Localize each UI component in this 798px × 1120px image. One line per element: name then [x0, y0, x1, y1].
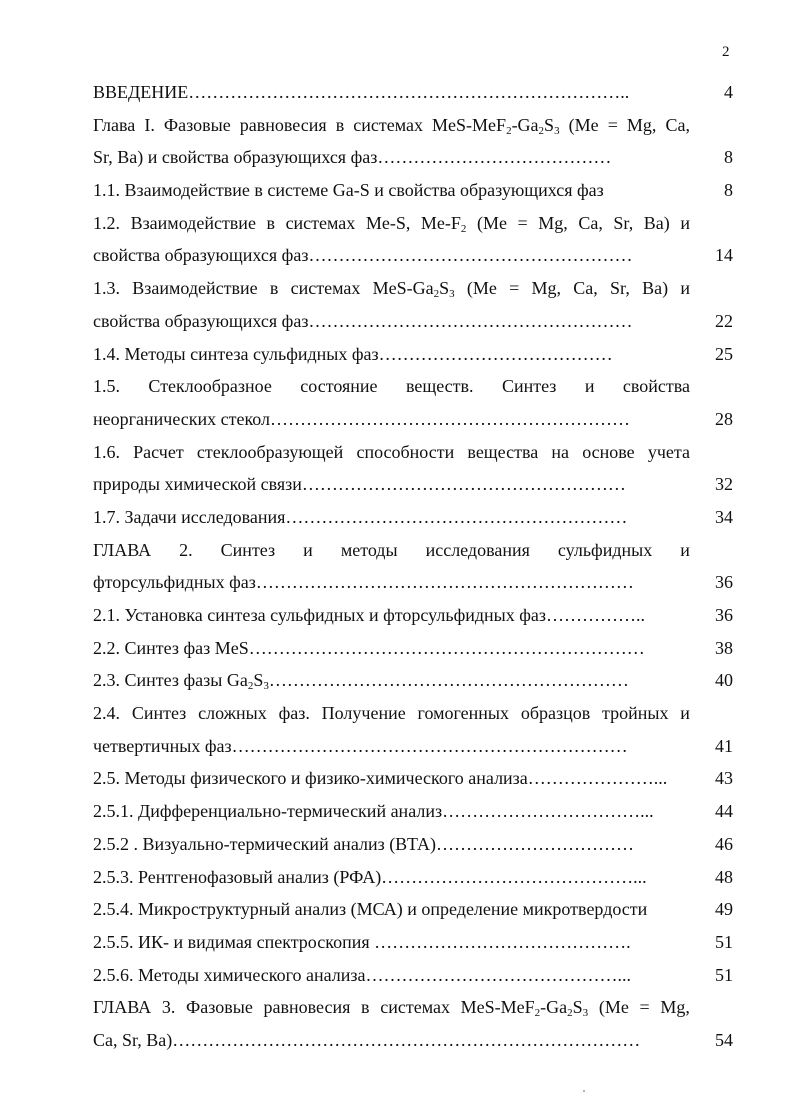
toc-entry-introduction[interactable]: [93, 76, 733, 109]
toc-entry-title-line-2: фторсульфидных фаз………………………………………………………: [93, 572, 634, 593]
toc-entry-title-line-2: свойства образующихся фаз………………………………………………: [93, 310, 633, 331]
toc-entry-title: 2.5.2 . Визуально-термический анализ (ВТА)……………………………: [93, 833, 635, 854]
toc-entry-page: 43: [715, 768, 733, 789]
toc-entry-1-2-cont[interactable]: [93, 239, 733, 272]
toc-entry-1-4[interactable]: [93, 338, 733, 371]
toc-entry-chapter-3-cont[interactable]: [93, 1024, 733, 1057]
toc-entry-chapter-2[interactable]: [93, 534, 733, 567]
toc-entry-1-3[interactable]: [93, 272, 733, 305]
toc-entry-title: 2.5.1. Дифференциально-термический анализ……………………………...: [93, 801, 654, 822]
toc-entry-title: 1.7. Задачи исследования…………………………………………………: [93, 506, 628, 527]
toc-entry-2-4[interactable]: [93, 697, 733, 730]
toc-entry-page: 22: [715, 310, 733, 331]
toc-entry-2-5-5[interactable]: [93, 926, 733, 959]
toc-entry-title-line-2: Ca, Sr, Ba)……………………………………………………………………: [93, 1029, 641, 1050]
toc-entry-chapter-1[interactable]: [93, 109, 733, 142]
toc-entry-title-line-1: 1.5. Стеклообразное состояние веществ. Синтез и свойства: [93, 376, 690, 397]
toc-entry-2-5[interactable]: [93, 762, 733, 795]
toc-entry-page: 25: [715, 343, 733, 364]
toc-entry-title: 2.1. Установка синтеза сульфидных и фторсульфидных фаз……………..: [93, 605, 646, 625]
toc-entry-title-line-2: неорганических стекол……………………………………………………: [93, 408, 631, 429]
toc-entry-title-line-2: четвертичных фаз…………………………………………………………: [93, 735, 628, 756]
toc-entry-2-1[interactable]: [93, 599, 733, 632]
toc-entry-title-line-1: 1.6. Расчет стеклообразующей способности вещества на основе учета: [93, 441, 690, 462]
toc-entry-chapter-3[interactable]: [93, 991, 733, 1024]
toc-entry-title-line-2: свойства образующихся фаз………………………………………………: [93, 245, 633, 266]
toc-entry-page: 51: [715, 964, 733, 985]
toc-entry-page: 36: [715, 572, 733, 593]
toc-entry-page: 14: [715, 245, 733, 266]
toc-entry-chapter-2-cont[interactable]: [93, 566, 733, 599]
toc-entry-title: 1.4. Методы синтеза сульфидных фаз…………………………………: [93, 343, 613, 364]
toc-entry-title: 2.5.3. Рентгенофазовый анализ (РФА)……………………………………...: [93, 866, 647, 887]
toc-entry-page: 36: [715, 605, 733, 625]
toc-entry-page: 48: [715, 866, 733, 887]
toc-entry-1-5-cont[interactable]: [93, 403, 733, 436]
toc-entry-chapter-1-cont[interactable]: [93, 141, 733, 174]
toc-entry-title-line-1: 1.2. Взаимодействие в системах Me-S, $Me-F_2$ (Me = Mg, Ca, Sr, Ba) и: [93, 212, 690, 235]
toc-entry-title-line-1: Глава I. Фазовые равновесия в системах MeS-$MeF_2-Ga_2S_3$ (Me = Mg, Ca,: [93, 114, 690, 137]
toc-entry-2-3[interactable]: [93, 664, 733, 697]
toc-entry-1-3-cont[interactable]: [93, 305, 733, 338]
toc-entry-title: 2.5.4. Микроструктурный анализ (МСА) и определение микротвердости: [93, 899, 648, 920]
toc-entry-2-2[interactable]: [93, 632, 733, 665]
toc-entry-1-2[interactable]: [93, 207, 733, 240]
page-number: 2: [722, 44, 730, 60]
toc-entry-page: 4: [724, 82, 733, 102]
scan-speck: [583, 1090, 585, 1092]
toc-entry-title: ВВЕДЕНИЕ………………………………………………………………..: [93, 82, 630, 102]
toc-entry-title-line-1: ГЛАВА 3. Фазовые равновесия в системах MeS-$MeF_2-Ga_2S_3$ (Me = Mg,: [93, 997, 690, 1020]
toc-entry-2-5-2[interactable]: [93, 828, 733, 861]
toc-entry-page: 8: [724, 180, 733, 201]
toc-entry-title: 2.2. Синтез фаз MeS…………………………………………………………: [93, 637, 645, 658]
toc-entry-2-4-cont[interactable]: [93, 730, 733, 763]
toc-entry-page: 28: [715, 408, 733, 429]
toc-entry-title-line-2: природы химической связи………………………………………………: [93, 474, 626, 495]
toc-entry-1-6-cont[interactable]: [93, 468, 733, 501]
toc-entry-page: 32: [715, 474, 733, 495]
toc-entry-2-5-1[interactable]: [93, 795, 733, 828]
toc-entry-page: 40: [715, 670, 733, 691]
table-of-contents: [93, 76, 733, 1057]
toc-entry-page: 34: [715, 506, 733, 527]
toc-entry-page: 46: [715, 833, 733, 854]
toc-entry-title-line-2: Sr, Ba) и свойства образующихся фаз…………………………………: [93, 147, 612, 168]
toc-entry-page: 8: [724, 147, 733, 168]
toc-entry-2-5-3[interactable]: [93, 861, 733, 894]
toc-entry-page: 51: [715, 931, 733, 952]
toc-entry-2-5-6[interactable]: [93, 959, 733, 992]
toc-entry-title-line-1: ГЛАВА 2. Синтез и методы исследования сульфидных и: [93, 539, 690, 560]
toc-entry-page: 54: [715, 1029, 733, 1050]
toc-entry-1-5[interactable]: [93, 370, 733, 403]
toc-entry-title: 1.1. Взаимодействие в системе Ga-S и свойства образующихся фаз: [93, 180, 604, 201]
toc-entry-page: 44: [715, 801, 733, 822]
toc-entry-1-7[interactable]: [93, 501, 733, 534]
toc-entry-1-6[interactable]: [93, 436, 733, 469]
toc-entry-title: 2.5.6. Методы химического анализа……………………………………...: [93, 964, 632, 985]
toc-entry-title-line-1: 1.3. Взаимодействие в системах MeS-$Ga_2S_3$ (Me = Mg, Ca, Sr, Ba) и: [93, 278, 690, 301]
toc-entry-title: 2.5.5. ИК- и видимая спектроскопия …………………………………….: [93, 931, 631, 952]
toc-entry-page: 38: [715, 637, 733, 658]
toc-entry-page: 41: [715, 735, 733, 756]
toc-entry-2-5-4[interactable]: [93, 893, 733, 926]
toc-entry-title: 2.3. Синтез фазы $Ga_2S_3\dots\dots\dots\dots\dots\dots\dots\dots\dots\dots\dots\dots\dots\dots\dots\dots\dots\dots\dots\dots$: [93, 670, 629, 693]
toc-entry-title-line-1: 2.4. Синтез сложных фаз. Получение гомогенных образцов тройных и: [93, 703, 690, 724]
toc-entry-title: 2.5. Методы физического и физико-химического анализа…………………...: [93, 768, 668, 789]
toc-entry-page: 49: [715, 899, 733, 920]
toc-entry-1-1[interactable]: [93, 174, 733, 207]
